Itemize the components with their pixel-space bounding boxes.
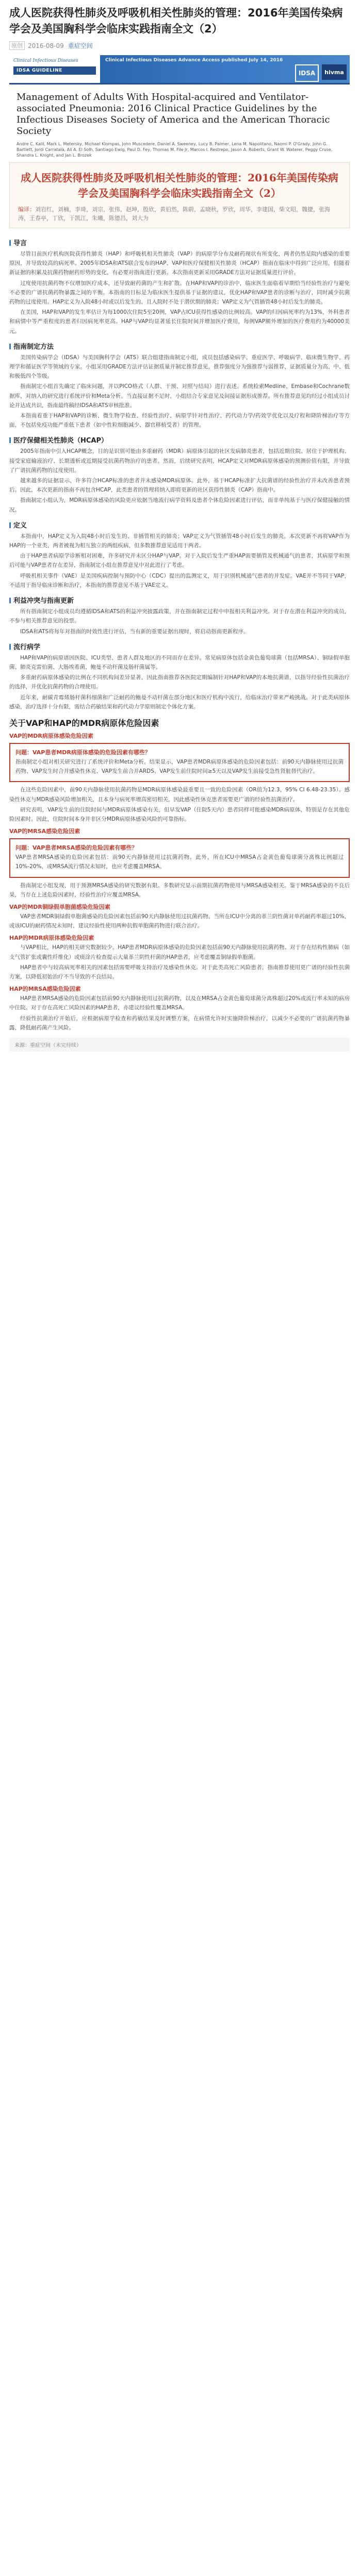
translators-names: 刘岩红，刘楠，李琦，刘宗，张伟，赵坤，殷欣，黄伯然，陈蔚，孟晓秋，罗欣，周华，李建国，柴文昭，魏捷，张海涛，王春亭，丁欣，于凯江，朱曦，陈德昌，刘大为: [18, 206, 330, 222]
article-authors-en: Andre C. Kalil, Mark L. Metersky, Michael Klompas, John Muscedere, Daniel A. Sweeney, Lucy B. Palmer, Lena M. Napolitano, Naomi P. O'Grady, John G. Bartlett, Jordi Carratalà, Ali A. El Solh, Santiago Ewig, Paul D. Fey, Thomas M. File Jr, Marcos I. Restrepo, Jason A. Roberts, Grant W. Waterer, Peggy Cruse, Shandra L. Knight, and Jan L. Brozek: [17, 142, 333, 158]
paragraph: 在美国，HAP和VAP的发生率估计为每1000次住院5至20例，VAP占ICU获得性感染的比例较高。VAP的归因病死率约为13%，外科患者和病情中等严重程度的患者归因病死率更高。HAP与VAP均显著延长住院时间并增加医疗费用，每例VAP额外增加的医疗费用约为40000美元。: [9, 309, 350, 334]
section-marker-icon: [9, 644, 11, 650]
source-footer: 来源：重症空间（未完待续）: [9, 1038, 350, 1052]
section-marker-icon: [9, 240, 11, 246]
paragraph: 由于HAP患者病原学诊断相对困难，许多研究并未区分HAP与VAP。对于入院后发生严重HAP需要插管及机械通气的患者，其病原学和预后可能与VAP患者存在差异，指南制定小组在推荐意见中对此进行了考虑。: [9, 553, 350, 569]
original-badge: 原创: [9, 41, 25, 50]
section-marker-icon: [9, 344, 11, 349]
paragraph: HAP患者MRSA感染的危险因素包括前90天内静脉使用过抗菌药物，以及在MRSA占金黄色葡萄球菌分离株超过20%或流行率未知的病房中住院。对于存在高死亡风险因素的HAP患者，亦建议经验性覆盖MRSA。: [9, 995, 350, 1011]
paragraph: 过度使用抗菌药物不仅增加医疗成本，还导致耐药菌的产生和扩散。在HAP和VAP的诊治中，临床医生面临着早期恰当经验性治疗与避免不必要的广谱抗菌药物暴露之间的平衡。本指南的目标是为临床医生提供基于证据的建议，优化HAP和VAP患者的诊断与治疗，同时减少抗菌药物的过度使用。HAP定义为入院48小时或以后发生的、且入院时不处于潜伏期的肺炎；VAP定义为气管插管48小时后发生的肺炎。: [9, 280, 350, 306]
paragraph: 2005年指南中引入HCAP概念，目的是识别可能由多重耐药（MDR）病原体引起的社区发病肺炎患者，包括近期住院、居住于护理机构、接受家庭输液治疗、长期透析或近期接受抗菌药物治疗的患者。然而，后续研究表明，HCAP定义对MDR病原体感染的预测价值有限，并导致了广谱抗菌药物的过度使用。: [9, 448, 350, 473]
question-box: [9, 838, 350, 877]
journal-name-block: [9, 55, 100, 83]
guideline-label: IDSA GUIDELINE: [13, 66, 96, 75]
section-heading-epidemiology: 流行病学: [9, 641, 350, 651]
section-heading-methods: 指南制定方法: [9, 341, 350, 351]
paragraph: 近年来，耐碳青霉烯肠杆菌科细菌和广泛耐药的鲍曼不动杆菌在部分地区和医疗机构中流行，给临床治疗带来严峻挑战。对于此类病原体感染，治疗选择十分有限，需结合药敏结果和药代动力学原则制定个体化方案。: [9, 694, 350, 710]
article-title-en: Management of Adults With Hospital-acquired and Ventilator-associated Pneumonia: 2016 Clinical Practice Guidelines by the Infectious Diseases Society of America and the American Thoracic Society: [17, 92, 330, 137]
paragraph: 研究表明，VAP发生前的住院时间与MDR病原体感染有关，但早发VAP（住院5天内）患者同样可能感染MDR病原体，特别是存在其他危险因素时。因此，住院时间本身并非区分MDR病原体感染风险的可靠指标。: [9, 806, 350, 822]
paragraph: 本指南中，HAP定义为入院48小时后发生的、非插管相关的肺炎；VAP定义为气管插管48小时后发生的肺炎。本次更新不再将VAP作为HAP的一个亚类，两者被视为相互独立的两组疾病，但多数推荐意见适用于两者。: [9, 533, 350, 549]
journal-header-image: [9, 55, 350, 162]
sub-heading-vap-mrsa: VAP的MRSA感染危险因素: [9, 828, 80, 835]
paragraph: 美国传染病学会（IDSA）与美国胸科学会（ATS）联合组建指南制定小组，成员包括感染病学、重症医学、呼吸病学、临床微生物学、药理学和循证医学等领域的专家。小组采用GRADE方法评估证据质量并制定推荐意见，推荐强度分为强推荐与弱推荐，证据质量分为高、中、低和极低四个等级。: [9, 354, 350, 380]
sub-heading-vap-pseudomonas: VAP的MDR铜绿假单胞菌感染危险因素: [9, 903, 110, 910]
cn-article-title: 成人医院获得性肺炎及呼吸机相关性肺炎的管理：2016年美国传染病学会及美国胸科学会临床实践指南全文（2）: [21, 172, 338, 199]
translators-label: 编译：: [18, 206, 35, 213]
section-heading-definitions: 定义: [9, 520, 350, 530]
paragraph: 尽管目前医疗机构医院获得性肺炎（HAP）和呼吸机相关性肺炎（VAP）的病原学分布及耐药现状有所变化，两者仍然是院内感染的重要原因，并导致较高的病死率。2005年IDSA和ATS联合发布的HAP、VAP和医疗保健相关性肺炎（HCAP）指南在临床中得到广泛应用，但随着新证据的积累及抗菌药物耐药形势的变化，有必要对指南进行更新。本次指南更新采用GRADE方法对证据质量进行评价。: [9, 251, 350, 276]
sub-heading-vap-mdr: VAP的MDR病原体感染危险因素: [9, 732, 93, 739]
advance-access-line: Clinical Infectious Diseases Advance Access published July 14, 2016: [105, 58, 283, 63]
journal-banner: [9, 55, 350, 83]
section-heading-hcap: 医疗保健相关性肺炎（HCAP）: [9, 435, 350, 445]
paragraph: 本指南着重于HAP和VAP的诊断、微生物学检查、经验性治疗、病原学针对性治疗、药代动力学/药效学优化以及疗程和降阶梯治疗等方面，不包括免疫功能严重低下患者（如中性粒细胞减少、器官移植受者）的管理。: [9, 413, 350, 429]
journal-name: Clinical Infectious Diseases: [13, 58, 78, 63]
page-title: 成人医院获得性肺炎及呼吸机相关性肺炎的管理：2016年美国传染病学会及美国胸科学会临床实践指南全文（2）: [9, 7, 343, 35]
risk-factors-heading: 关于VAP和HAP的MDR病原体危险因素: [9, 718, 159, 728]
hivma-logo-icon: hivma: [322, 64, 347, 80]
question-text: 问题：VAP患者MDR病原体感染的危险因素有哪些？: [15, 749, 151, 756]
section-marker-icon: [9, 522, 11, 528]
article-title-box: [9, 83, 350, 162]
idsa-logo-icon: IDSA: [295, 64, 319, 82]
article-body: [0, 228, 359, 1052]
section-marker-icon: [9, 598, 11, 603]
paragraph: 指南制定小组认为，MDR病原体感染的风险更应依据当地流行病学资料及患者个体危险因素进行评估，而非单纯基于与医疗保健接触的情况。: [9, 497, 350, 513]
paragraph: 越来越多的证据显示，许多符合HCAP标准的患者并未感染MDR病原体。此外，基于HCAP标准扩大抗菌谱的经验性治疗并未改善患者预后。因此，本次更新的指南不再包含HCAP，此类患者的管理将纳入即将更新的社区获得性肺炎（CAP）指南中。: [9, 478, 350, 494]
cn-title-box: [9, 162, 350, 228]
section-heading-conflict: 利益冲突与指南更新: [9, 595, 350, 605]
section-marker-icon: [9, 437, 11, 443]
paragraph: 多重耐药病原体感染的比例在不同机构间差异显著，因此指南推荐各医院定期编制针对HAP和VAP的本地抗菌谱，以指导经验性抗菌治疗的选择，并优化抗菌药物的合理使用。: [9, 674, 350, 690]
article-meta: [0, 37, 359, 55]
paragraph: 指南制定小组首先确定了临床问题，并以PICO格式（人群、干预、对照与结局）进行表述。系统检索Medline、Embase和Cochrane数据库，对纳入的研究进行系统评价和Meta分析。当直接证据不足时，小组结合专家意见及间接证据形成推荐。所有推荐意见均经过小组成员讨论并达成共识，指南最终稿经IDSA和ATS审核批准。: [9, 383, 350, 409]
section-heading-intro: 导言: [9, 238, 350, 247]
paragraph: 与VAP相比，HAP的相关研究数据较少。HAP患者MDR病原体感染的危险因素包括前90天内静脉使用抗菌药物。对于存在结构性肺病（如支气管扩张或囊性纤维化）或痰涂片检查提示大量革兰阴性杆菌的HAP患者，应考虑覆盖铜绿假单胞菌。: [9, 944, 350, 960]
paragraph: 指南制定小组发现，用于预测MRSA感染的研究数据有限。多数研究显示前期抗菌药物使用与MRSA感染相关。鉴于MRSA感染的不良后果，当存在上述危险因素时，经验性治疗应覆盖MRSA。: [9, 882, 350, 898]
answer-text: VAP患者MRSA感染的危险因素包括：前90天内静脉使用过抗菌药物。此外，所在ICU中MRSA占金黄色葡萄球菌分离株比例超过10%-20%，或MRSA流行情况未知时，也应考虑覆盖MRSA。: [15, 854, 344, 870]
paragraph: HAP和VAP的病原谱因医院、ICU类型、患者人群及地区的不同而存在差异。常见病原体包括金黄色葡萄球菌（包括MRSA）、铜绿假单胞菌、肺炎克雷伯菌、大肠埃希菌、鲍曼不动杆菌及肠杆菌属等。: [9, 654, 350, 670]
paragraph: VAP患者MDR铜绿假单胞菌感染的危险因素包括前90天内静脉使用过抗菌药物。当所在ICU中分离的革兰阴性菌对单药耐药率超过10%，或该ICU的耐药情况未知时，建议经验性使用两种抗假单胞菌药物进行联合治疗。: [9, 913, 350, 929]
journal-blue-band: [100, 55, 350, 83]
paragraph: 经验性抗菌治疗开始后，应根据病原学检查和药敏结果及时调整方案，在病情允许时实施降阶梯治疗，以减少不必要的广谱抗菌药物暴露，降低耐药菌产生风险。: [9, 1015, 350, 1031]
publish-date: 2016-08-09: [28, 42, 64, 49]
paragraph: IDSA和ATS将每年对指南的时效性进行评估，当有新的重要证据出现时，将启动指南更新程序。: [20, 628, 249, 635]
paragraph: 呼吸机相关事件（VAE）是美国疾病控制与预防中心（CDC）提出的监测定义，用于识别机械通气患者的并发症。VAE并不等同于VAP，不适用于指导临床诊断和治疗，本指南的推荐意见不基于VAE定义。: [9, 572, 350, 588]
source-account-link[interactable]: 重症空间: [68, 42, 93, 49]
sub-heading-hap-mdr: HAP的MDR病原体感染危险因素: [9, 935, 94, 942]
paragraph: 在这些危险因素中，前90天内静脉使用抗菌药物是MDR病原体感染最重要且一致的危险因素（OR值为12.3，95% CI 6.48-23.35）。感染性休克与MDR感染风险增加相关，且本身与病死率增高密切相关，因此感染性休克患者需要更广谱的经验性抗菌治疗。: [9, 787, 350, 803]
question-box: [9, 743, 350, 782]
paragraph: 所有指南制定小组成员均遵循IDSA和ATS的利益冲突披露政策，并在指南制定过程中申报相关利益冲突。对于存在潜在利益冲突的成员，不参与相关推荐意见的投票。: [9, 608, 350, 624]
sub-heading-hap-mrsa: HAP的MRSA感染危险因素: [9, 986, 81, 993]
answer-text: 指南制定小组对相关研究进行了系统评价和Meta分析。结果显示，VAP患者MDR病原体感染的危险因素包括：前90天内静脉使用过抗菌药物、VAP发生时合并感染性休克、VAP发生前合并ARDS、VAP发生前住院时间≥5天以及VAP发生前接受急性肾脏替代治疗。: [15, 758, 344, 775]
paragraph: HAP患者中与较高病死率相关的因素包括需要呼吸支持治疗及感染性休克。对于此类高死亡风险患者，指南推荐使用更广谱的经验性抗菌方案，以降低初始治疗不当导致的不良结局。: [9, 964, 350, 980]
question-text: 问题：VAP患者MRSA感染的危险因素有哪些？: [15, 844, 138, 852]
cn-translators: [18, 205, 341, 223]
